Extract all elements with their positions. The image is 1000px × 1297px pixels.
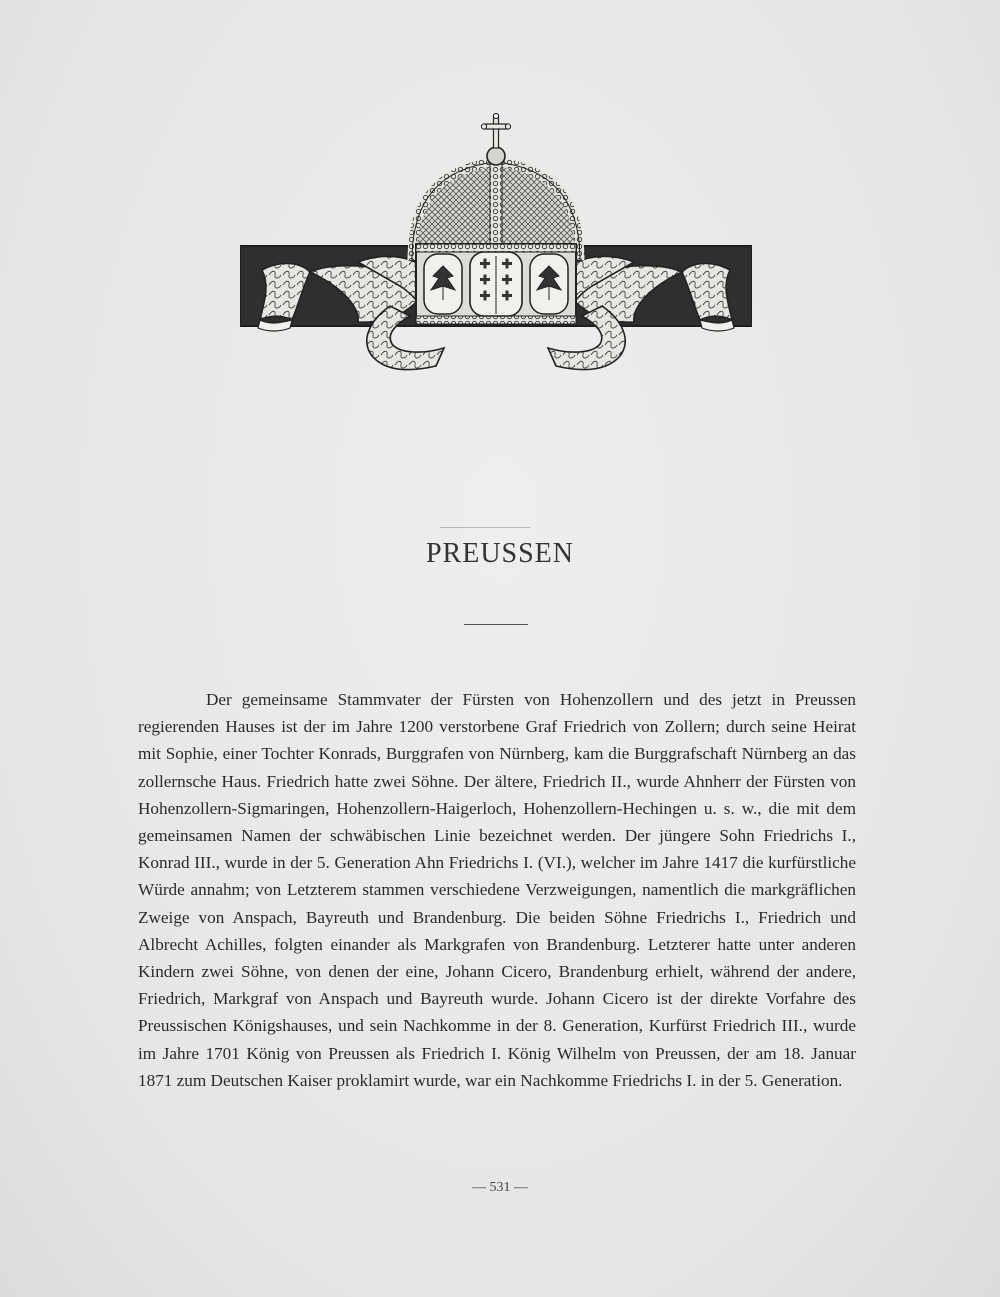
crown-with-ribbons-icon: [240, 110, 752, 380]
page-title: PREUSSEN: [425, 538, 575, 569]
body-paragraph: Der gemeinsame Stammvater der Fürsten von Hohenzollern und des jetzt in Preussen regierenden Hauses ist der im Jahre 1200 verstorbene Graf Friedrich von Zollern; durch seine Heirat mit Sophie, einer Tochter Konrads, Burggrafen von Nürnberg, kam die Burggrafschaft Nürnberg an das zollernsche Haus. Friedrich hatte zwei Söhne. Der ältere, Friedrich II., wurde Ahnherr der Fürsten von Hohenzollern-Sigmaringen, Hohenzollern-Haigerloch, Hohenzollern-Hechingen u. s. w., die mit dem gemeinsamen Namen der schwäbischen Linie bezeichnet werden. Der jüngere Sohn Friedrichs I., Konrad III., wurde in der 5. Generation Ahn Friedrichs I. (VI.), welcher im Jahre 1417 die kurfürstliche Würde annahm; von Letzterem stammen verschiedene Verzweigungen, namentlich die markgräflichen Zweige von Anspach, Bayreuth und Brandenburg. Die beiden Söhne Friedrichs I., Friedrich und Albrecht Achilles, folgten einander als Markgrafen von Brandenburg. Letzterer hatte unter anderen Kindern zwei Söhne, von denen der eine, Johann Cicero, Brandenburg erhielt, während der andere, Friedrich, Markgraf von Anspach und Bayreuth wurde. Johann Cicero ist der direkte Vorfahre des Preussischen Königshauses, und sein Nachkomme in der 8. Generation, Kurfürst Friedrich III., wurde im Jahre 1701 König von Preussen als Friedrich I. König Wilhelm von Preussen, der am 18. Januar 1871 zum Deutschen Kaiser proklamirt wurde, war ein Nachkomme Friedrichs I. in der 5. Generation.: [138, 690, 856, 1090]
page-number: — 531 —: [472, 1180, 528, 1195]
title-divider: [464, 624, 528, 625]
title-rule-top: [440, 527, 530, 528]
